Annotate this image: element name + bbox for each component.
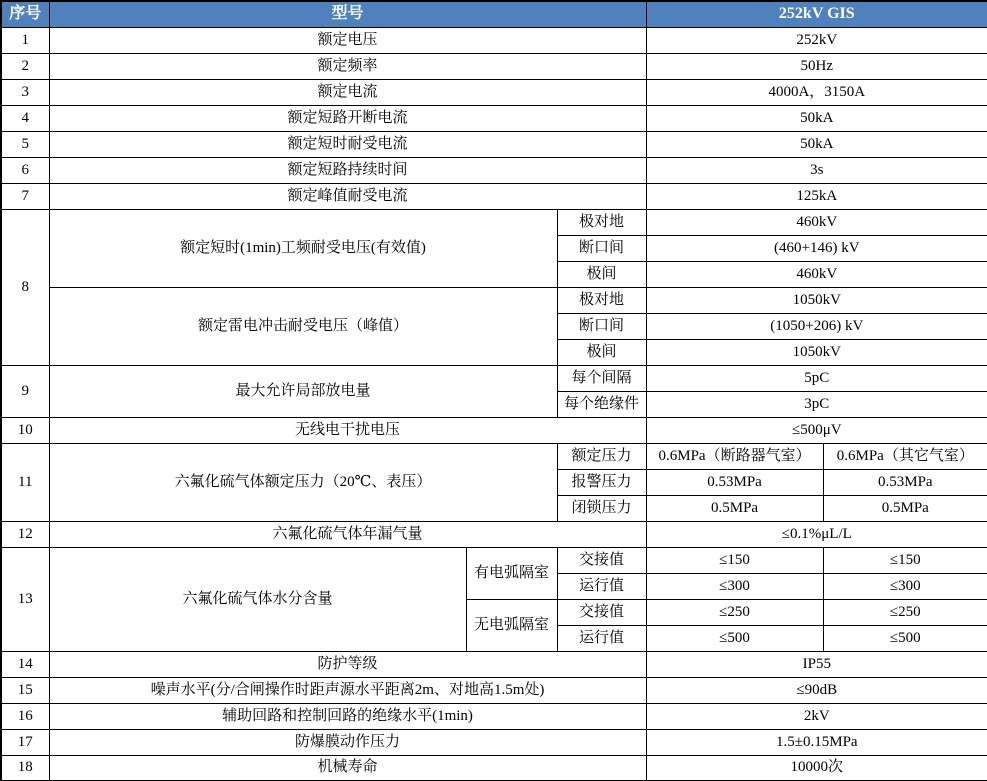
table-row	[1, 677, 987, 703]
spec-value-breaker: 0.6MPa（断路器气室）	[646, 443, 823, 469]
spec-sub-label: 极间	[557, 261, 646, 287]
row-number: 17	[1, 729, 49, 755]
spec-value: 1050kV	[646, 287, 987, 313]
spec-value: 4000A，3150A	[646, 79, 987, 105]
table-row	[1, 365, 987, 391]
spec-value: 3pC	[646, 391, 987, 417]
spec-label: 防护等级	[49, 651, 646, 677]
spec-value-other: ≤500	[823, 625, 987, 651]
spec-value: ≤90dB	[646, 677, 987, 703]
spec-value-other: 0.6MPa（其它气室）	[823, 443, 987, 469]
spec-label: 辅助回路和控制回路的绝缘水平(1min)	[49, 703, 646, 729]
table-row	[1, 729, 987, 755]
spec-label: 六氟化硫气体年漏气量	[49, 521, 646, 547]
table-row	[1, 131, 987, 157]
spec-value: (1050+206) kV	[646, 313, 987, 339]
table-row	[1, 521, 987, 547]
table-row	[1, 703, 987, 729]
spec-sub-label: 报警压力	[557, 469, 646, 495]
row-number: 1	[1, 27, 49, 53]
spec-sub-label: 运行值	[557, 625, 646, 651]
row-number: 18	[1, 755, 49, 781]
row-number: 13	[1, 547, 49, 651]
spec-label: 额定频率	[49, 53, 646, 79]
spec-sub-label: 交接值	[557, 547, 646, 573]
spec-value: 3s	[646, 157, 987, 183]
row-number: 7	[1, 183, 49, 209]
spec-value: 50Hz	[646, 53, 987, 79]
chamber-label: 无电弧隔室	[466, 599, 557, 651]
spec-label: 机械寿命	[49, 755, 646, 781]
spec-label: 额定电压	[49, 27, 646, 53]
spec-label: 噪声水平(分/合闸操作时距声源水平距离2m、对地高1.5m处)	[49, 677, 646, 703]
spec-value: 50kA	[646, 131, 987, 157]
spec-value: 1.5±0.15MPa	[646, 729, 987, 755]
spec-sub-label: 每个间隔	[557, 365, 646, 391]
spec-value: ≤0.1%μL/L	[646, 521, 987, 547]
spec-sub-label: 闭锁压力	[557, 495, 646, 521]
spec-value-breaker: ≤250	[646, 599, 823, 625]
spec-value: (460+146) kV	[646, 235, 987, 261]
spec-label: 六氟化硫气体额定压力（20℃、表压）	[49, 443, 557, 521]
spec-value-other: ≤250	[823, 599, 987, 625]
spec-value-breaker: ≤500	[646, 625, 823, 651]
row-number: 15	[1, 677, 49, 703]
row-number: 11	[1, 443, 49, 521]
row-number: 12	[1, 521, 49, 547]
spec-sub-label: 每个绝缘件	[557, 391, 646, 417]
spec-label: 无线电干扰电压	[49, 417, 646, 443]
spec-label: 额定短时(1min)工频耐受电压(有效值)	[49, 209, 557, 287]
spec-sub-label: 运行值	[557, 573, 646, 599]
table-row	[1, 417, 987, 443]
spec-value-other: ≤300	[823, 573, 987, 599]
header-model: 型号	[49, 1, 646, 27]
row-number: 3	[1, 79, 49, 105]
spec-value: ≤500μV	[646, 417, 987, 443]
spec-label: 额定短路持续时间	[49, 157, 646, 183]
table-row	[1, 27, 987, 53]
spec-sub-label: 极对地	[557, 287, 646, 313]
row-number: 4	[1, 105, 49, 131]
row-number: 6	[1, 157, 49, 183]
spec-value: IP55	[646, 651, 987, 677]
table-row	[1, 443, 987, 469]
table-row	[1, 183, 987, 209]
spec-label: 额定短路开断电流	[49, 105, 646, 131]
spec-value: 252kV	[646, 27, 987, 53]
table-row	[1, 651, 987, 677]
table-row	[1, 547, 987, 573]
spec-value-breaker: ≤150	[646, 547, 823, 573]
spec-label: 额定峰值耐受电流	[49, 183, 646, 209]
chamber-label: 有电弧隔室	[466, 547, 557, 599]
spec-value-breaker: 0.53MPa	[646, 469, 823, 495]
spec-sub-label: 极间	[557, 339, 646, 365]
spec-value: 50kA	[646, 105, 987, 131]
table-row	[1, 53, 987, 79]
spec-value: 10000次	[646, 755, 987, 781]
row-number: 16	[1, 703, 49, 729]
spec-label: 防爆膜动作压力	[49, 729, 646, 755]
row-number: 10	[1, 417, 49, 443]
spec-sub-label: 断口间	[557, 235, 646, 261]
row-number: 8	[1, 209, 49, 365]
spec-value-other: 0.5MPa	[823, 495, 987, 521]
table-row	[1, 209, 987, 235]
spec-value-breaker: 0.5MPa	[646, 495, 823, 521]
table-row	[1, 157, 987, 183]
spec-value: 2kV	[646, 703, 987, 729]
spec-value: 460kV	[646, 209, 987, 235]
row-number: 2	[1, 53, 49, 79]
spec-value-other: 0.53MPa	[823, 469, 987, 495]
spec-sub-label: 断口间	[557, 313, 646, 339]
spec-value: 460kV	[646, 261, 987, 287]
table-row	[1, 287, 987, 313]
spec-value: 5pC	[646, 365, 987, 391]
spec-value-other: ≤150	[823, 547, 987, 573]
header-index: 序号	[1, 1, 49, 27]
header-product: 252kV GIS	[646, 1, 987, 27]
table-header-row	[1, 1, 987, 27]
table-row	[1, 105, 987, 131]
table-row	[1, 755, 987, 781]
spec-label: 额定短时耐受电流	[49, 131, 646, 157]
spec-label: 最大允许局部放电量	[49, 365, 557, 417]
spec-label: 六氟化硫气体水分含量	[49, 547, 466, 651]
spec-value: 1050kV	[646, 339, 987, 365]
spec-sub-label: 极对地	[557, 209, 646, 235]
row-number: 5	[1, 131, 49, 157]
spec-label: 额定电流	[49, 79, 646, 105]
spec-sub-label: 额定压力	[557, 443, 646, 469]
row-number: 14	[1, 651, 49, 677]
row-number: 9	[1, 365, 49, 417]
spec-label: 额定雷电冲击耐受电压（峰值）	[49, 287, 557, 365]
table-row	[1, 79, 987, 105]
spec-value-breaker: ≤300	[646, 573, 823, 599]
spec-sub-label: 交接值	[557, 599, 646, 625]
spec-value: 125kA	[646, 183, 987, 209]
